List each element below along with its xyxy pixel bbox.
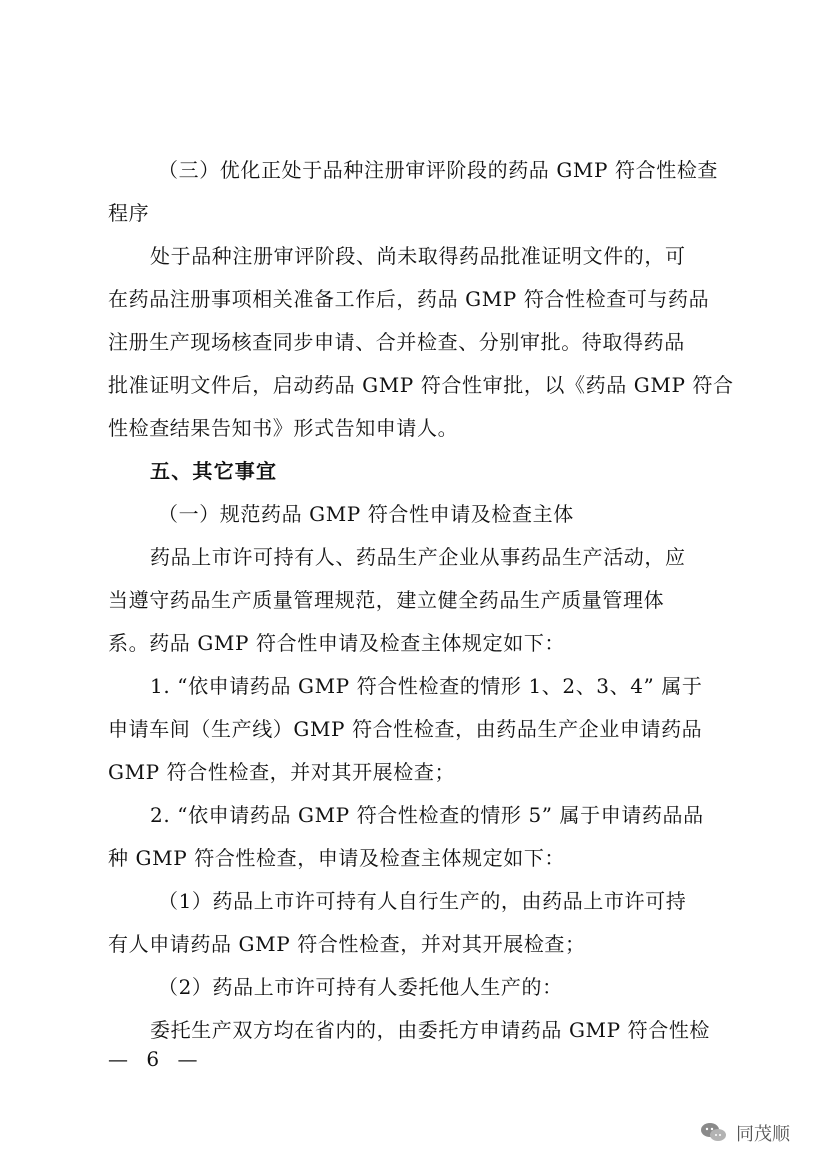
- text-line: 药品上市许可持有人、药品生产企业从事药品生产活动，应: [150, 545, 686, 569]
- text-line: 程序: [108, 201, 150, 225]
- text-line: 有人申请药品 GMP 符合性检查，并对其开展检查；: [108, 932, 586, 956]
- wechat-icon: [700, 1121, 728, 1145]
- text-line: 批准证明文件后，启动药品 GMP 符合性审批，以《药品 GMP 符合: [108, 373, 734, 397]
- text-line: 1. “依申请药品 GMP 符合性检查的情形 1、2、3、4” 属于: [150, 674, 703, 698]
- text-line: 2. “依申请药品 GMP 符合性检查的情形 5” 属于申请药品品: [150, 803, 704, 827]
- text-line: 注册生产现场核查同步申请、合并检查、分别审批。待取得药品: [108, 330, 685, 354]
- text-line: GMP 符合性检查，并对其开展检查；: [108, 760, 456, 784]
- text-line: （1）药品上市许可持有人自行生产的，由药品上市许可持: [158, 889, 687, 913]
- text-line: （一）规范药品 GMP 符合性申请及检查主体: [158, 502, 574, 526]
- text-line: 申请车间（生产线）GMP 符合性检查，由药品生产企业申请药品: [108, 717, 703, 741]
- section-heading: 五、其它事宜: [150, 459, 278, 483]
- text-line: 委托生产双方均在省内的，由委托方申请药品 GMP 符合性检: [150, 1018, 711, 1042]
- text-line: （2）药品上市许可持有人委托他人生产的：: [158, 975, 563, 999]
- text-line: （三）优化正处于品种注册审评阶段的药品 GMP 符合性检查: [158, 158, 719, 182]
- wechat-watermark: [700, 1120, 790, 1146]
- text-line: 处于品种注册审评阶段、尚未取得药品批准证明文件的，可: [150, 244, 686, 268]
- text-line: 种 GMP 符合性检查，申请及检查主体规定如下：: [108, 846, 566, 870]
- watermark-label: 同茂顺: [736, 1124, 790, 1145]
- text-line: 系。药品 GMP 符合性申请及检查主体规定如下：: [108, 631, 566, 655]
- text-line: 当遵守药品生产质量管理规范，建立健全药品生产质量管理体: [108, 588, 665, 612]
- page-number: — 6 —: [108, 1047, 204, 1071]
- text-line: 在药品注册事项相关准备工作后，药品 GMP 符合性检查可与药品: [108, 287, 710, 311]
- text-line: 性检查结果告知书》形式告知申请人。: [108, 416, 459, 440]
